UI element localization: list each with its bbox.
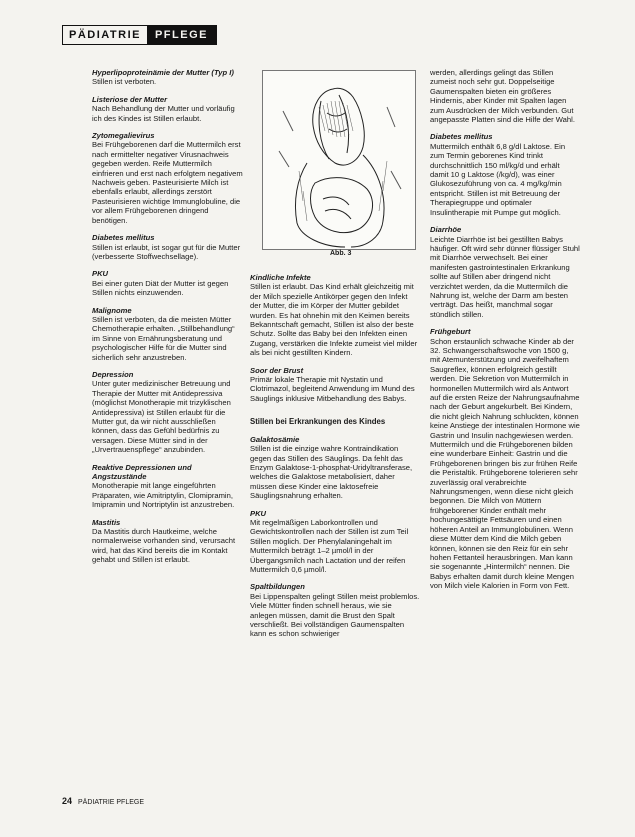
- section-heading: Spaltbildungen: [250, 582, 305, 592]
- section-heading: Mastitis: [92, 517, 121, 527]
- text-section: [92, 233, 244, 261]
- section-heading: PKU: [250, 508, 267, 518]
- section-body: Stillen ist die einzige wahre Kontraindikation gegen das Stillen des Säuglings. Da fehlt das Enzym Galaktose-1-phosphat-Uridyltransferase, welches die Galaktose metabolisiert, daher müssen diese Kinder eine laktosefreie Säuglingsnahrung erhalten.: [250, 444, 413, 501]
- text-section: [92, 463, 244, 510]
- text-section: [250, 435, 420, 501]
- text-section: [430, 68, 580, 124]
- text-section: [92, 68, 244, 87]
- section-body: Mit regelmäßigen Laborkontrollen und Gewichtskontrollen nach der Stillen ist zum Teil Stillen möglich. Der Phenylalaningehalt im Muttermilch beträgt 1–2 µmol/l in der Übergangsmilch nach Lactation und der reifen Muttermilch 0,6 µmol/l.: [250, 517, 409, 574]
- text-section: [250, 273, 420, 358]
- section-heading: Frühgeburt: [430, 327, 471, 337]
- journal-name: PÄDIATRIE PFLEGE: [78, 799, 145, 806]
- section-heading: Soor der Brust: [250, 365, 304, 375]
- section-body: Schon erstaunlich schwache Kinder ab der 32. Schwangerschaftswoche von 1500 g, mit Atemunterstützung und zweifelhaftem Saugreflex, können erfolgreich gestillt werden. Die Sekretion von Muttermilch in hormonellen Muttermilch wird als Antwort auf die ersten Reize der Nahrungsaufnahme nach der Geburt angekurbelt. Bei Kindern, die nicht gleich Nahrung schluckten, können keine Anstiege der intestinalen Hormone wie Gastrin und Insulin nachgewiesen werden. Muttermilch und die Frühgeborenen bilden eine wunderbare Einheit: Gastrin und die Frühgeborenen bringen bis zur frühen Reife die Peristaltik. Frühgeborene tolerieren sehr zuverlässig oral verabreichte Nahrungsmengen, wenn diese nicht gleich begonnen. Die Milch von Müttern frühgeborener Kinder enthält mehr hochungesättigte Fettsäuren und einen höheren Anteil an Immunglobulinen. Wenn diese Mütter dem Kind die Milch geben können, können sie den Reiz für ein sehr hohen Fettanteil herausbringen. Man kann sie sogenannte „Hintermilch“ nennen. Die Babys erhalten damit durch kleine Mengen von Milch viele Kalorien in Form von Fett.: [430, 336, 580, 591]
- section-heading: Hyperlipoproteinämie der Mutter (Typ I): [92, 68, 234, 77]
- section-body: Nach Behandlung der Mutter und vorläufig ich des Kindes ist Stillen erlaubt.: [92, 104, 235, 123]
- section-label: PÄDIATRIE: [63, 26, 147, 44]
- page-number: 24: [62, 796, 73, 806]
- section-body: Bei Lippenspalten gelingt Stillen meist problemlos. Viele Mütter finden schnell heraus, wie sie anlegen müssen, damit die Brust den Spalt verschließt. Bei vollständigen Gaumenspalten kann es schon schwieriger: [250, 591, 420, 639]
- text-section: [92, 131, 244, 225]
- section-heading: Malignome: [92, 305, 132, 315]
- section-body: Muttermilch enthält 6,8 g/dl Laktose. Ein zum Termin geborenes Kind trinkt durchschnittlich 150 ml/kg/d und erhält damit 10 g Laktose (/kg/d), was einer Glukosezuführung von ca. 4 mg/kg/min entspricht. Stillen ist mit Betreuung der Therapiegruppe und optimaler Insulintherapie mit Pumpe gut möglich.: [430, 141, 566, 217]
- text-section: [430, 225, 580, 319]
- figure-caption: Abb. 3: [330, 250, 352, 257]
- section-heading: Diarrhöe: [430, 225, 462, 235]
- section-body: Stillen ist erlaubt, ist sogar gut für die Mutter (verbesserte Stoffwechsellage).: [92, 242, 241, 261]
- subsection-heading: Stillen bei Erkrankungen des Kindes: [250, 417, 386, 427]
- page-footer: [62, 796, 144, 806]
- section-body: Stillen ist erlaubt. Das Kind erhält gleichzeitig mit der Milch spezielle Antikörper gegen den Infekt der Mutter, die im Körper der Mutter gebildet wurden. Es hat ohnehin mit den Keimen bereits Bekanntschaft gemacht, Stillen ist also der beste Schutz. Sollte das Baby bei den Infekten einen Zugang, verstärken die Infekte zumeist viel milder als bei nicht gestillten Kindern.: [250, 282, 418, 358]
- section-heading: Diabetes mellitus: [92, 233, 155, 243]
- text-section: [92, 95, 244, 123]
- section-body: werden, allerdings gelingt das Stillen zumeist noch sehr gut. Doppelseitige Gaumenspalten bieten ein größeres Hindernis, aber Kinder mit Spalten lagen zum Ausdrücken der Milch verbunden. Gut angepasste Platten sind die Hilfe der Wahl.: [430, 68, 575, 125]
- text-section: [250, 366, 420, 404]
- section-heading: PKU: [92, 269, 109, 279]
- section-heading: Zytomegalievirus: [92, 131, 155, 141]
- text-section: [92, 269, 244, 297]
- section-body: Da Mastitis durch Hautkeime, welche normalerweise vorhanden sind, verursacht wird, hat das Kind bereits die im Kontakt gehabt und Stillen ist erlaubt.: [92, 527, 236, 565]
- section-heading: Kindliche Infekte: [250, 273, 311, 282]
- section-body: Bei einer guten Diät der Mutter ist gegen Stillen nichts einzuwenden.: [92, 278, 229, 298]
- text-section: [430, 132, 580, 217]
- section-heading: Galaktosämie: [250, 434, 300, 444]
- section-body: Bei Frühgeborenen darf die Muttermilch erst nach ermittelter negativer Virusnachweis gegeben werden. Reife Muttermilch einfrieren und erst nach erfolgtem negativem Nachweis geben. Pasteurisierte Milch ist ebenfalls erlaubt, allerdings zerstört Pasteurisieren wichtige Immunglobuline, die vor allem Frühgeborenen dringend benötigen.: [92, 140, 243, 225]
- mother-nursing-illustration: [263, 71, 415, 249]
- text-section: [250, 582, 420, 638]
- section-body: Primär lokale Therapie mit Nystatin und Clotrimazol, begleitend Anwendung im Mund des Säuglings inklusive Mitbehandlung des Babys.: [250, 375, 415, 403]
- text-section: [430, 327, 580, 590]
- column-3: [430, 68, 580, 599]
- text-section: [92, 306, 244, 362]
- figure-illustration: [262, 70, 416, 250]
- section-header: [62, 25, 217, 45]
- column-1: [92, 68, 244, 573]
- text-section: [250, 509, 420, 575]
- section-heading: Depression: [92, 369, 134, 379]
- section-body: Leichte Diarrhöe ist bei gestillten Babys häufiger. Oft wird sehr dünner flüssiger Stuhl mit Diarrhöe verwechselt. Bei einer manifesten gastrointestinalen Erkrankung sollte auf Stillen aber dringend nicht verzichtet werden, da die Muttermilch die Nahrung ist, welche der Darm am besten verträgt. Das heißt, manchmal sogar stündlich stillen.: [430, 234, 580, 319]
- section-heading: Listeriose der Mutter: [92, 94, 168, 104]
- section-body: Monotherapie mit lange eingeführten Präparaten, wie Amitriptylin, Clomipramin, Imipramin und Nortriptylin ist anzustreben.: [92, 481, 235, 510]
- section-heading: Diabetes mellitus: [430, 132, 493, 142]
- section-heading: Reaktive Depressionen und Angstzustände: [92, 462, 192, 482]
- section-body: Stillen ist verboten, da die meisten Mütter Chemotherapie erhalten. „Stillbehandlung“ im Sinne von Ernährungsberatung und psychologischer Hilfe für die Mutter sind sicherlich sehr anzustreben.: [92, 314, 235, 362]
- section-body: Stillen ist verboten.: [92, 77, 157, 87]
- column-2: [250, 273, 420, 647]
- text-section: [92, 370, 244, 455]
- section-body: Unter guter medizinischer Betreuung und Therapie der Mutter mit Antidepressiva (möglichst Monotherapie mit trizyklischen Antidepressiva) ist Stillen erlaubt für die Mutter gut, da wir nicht ausschließen können, dass das Gefühl bedürfnis zu versagen. Diese Mütter sind in der „Urvertrauenspflege“ anzubinden.: [92, 379, 231, 455]
- text-section: [92, 518, 244, 565]
- section-label-inverted: PFLEGE: [147, 26, 216, 44]
